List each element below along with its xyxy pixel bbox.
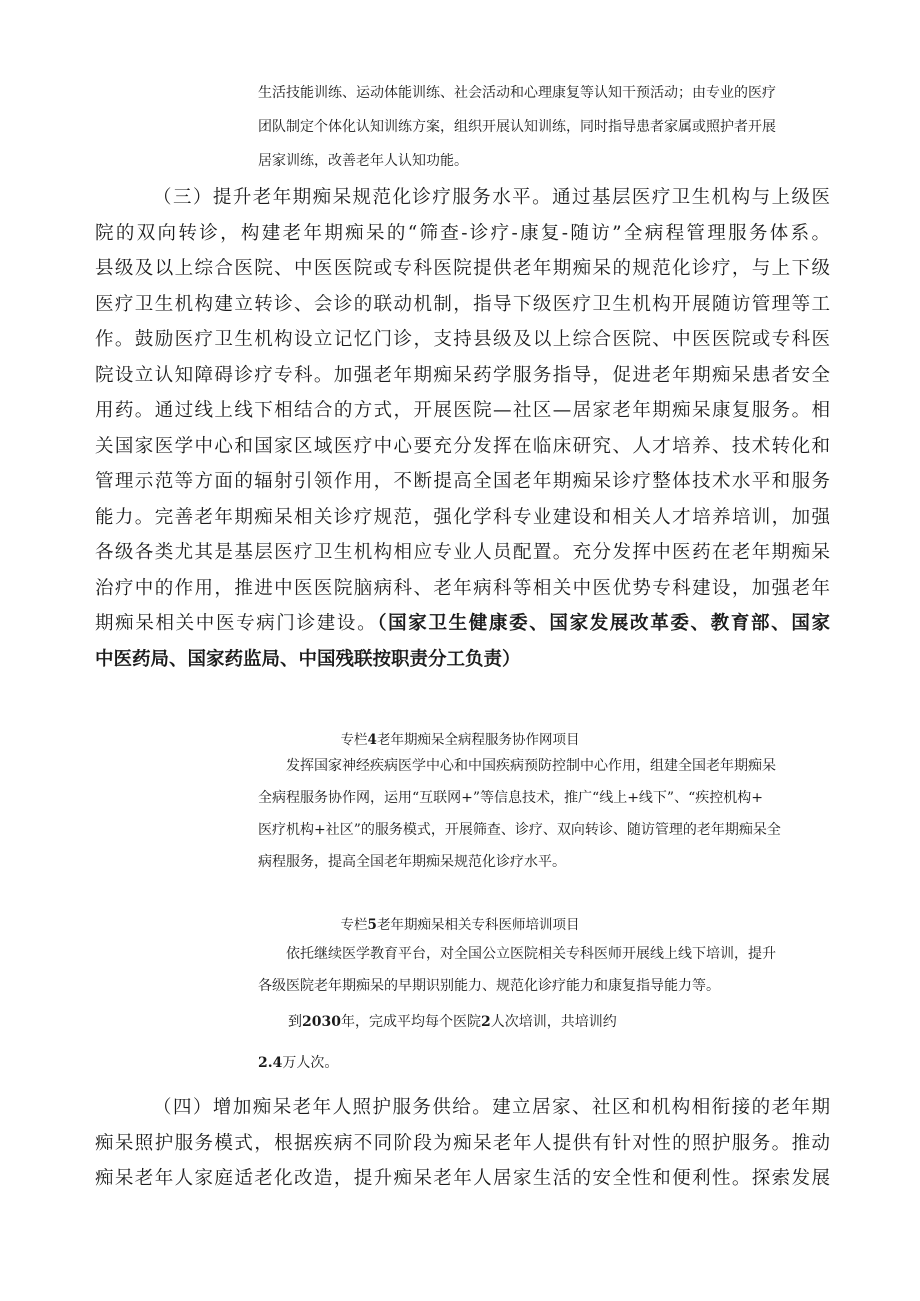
intro-line: 居家训练，改善老年人认知功能。: [258, 153, 468, 169]
intro-line: 团队制定个体化认知训练方案，组织开展认知训练，同时指导患者家属或照护者开展: [258, 119, 776, 135]
column-text: 年，完成平均每个医院: [340, 1014, 481, 1030]
para-line: 痴呆照护服务模式，根据疾病不同阶段为痴呆老年人提供有针对性的照护服务。推动: [95, 1132, 830, 1154]
column-4-title: [0, 730, 920, 750]
responsibility-note: 中医药局、国家药监局、中国残联按职责分工负责）: [95, 648, 521, 670]
column-title-prefix: 专栏: [340, 917, 368, 933]
column-text: 人次培训，共培训约: [490, 1014, 617, 1030]
para-line: 各级各类尤其是基层医疗卫生机构相应专业人员配置。充分发挥中医药在老年期痴呆: [95, 542, 830, 563]
intro-box-text: [258, 76, 848, 178]
column-title-number: 4: [367, 732, 377, 748]
para-line: 痴呆老年人家庭适老化改造，提升痴呆老年人居家生活的安全性和便利性。探索发展: [95, 1168, 830, 1189]
column-line: 各级医院老年期痴呆的早期识别能力、规范化诊疗能力和康复指导能力等。: [258, 978, 720, 994]
column-line: 全病程服务协作网，运用“互联网+”等信息技术，推广“线上+线下”、“疾控机构+: [258, 790, 763, 806]
training-count: 2: [480, 1014, 491, 1030]
column-5-body: [258, 938, 776, 1080]
column-line: 医疗机构+社区”的服务模式，开展筛查、诊疗、双向转诊、随访管理的老年期痴呆全: [258, 822, 781, 838]
column-title-text: 老年期痴呆相关专科医师培训项目: [376, 917, 580, 933]
para-line: 医疗卫生机构建立转诊、会诊的联动机制，指导下级医疗卫生机构开展随访管理等工: [95, 293, 830, 315]
column-line: 依托继续医学教育平台，对全国公立医院相关专科医师开展线上线下培训，提升: [286, 946, 776, 962]
section-3-paragraph: [95, 180, 830, 677]
para-line: 县级及以上综合医院、中医医院或专科医院提供老年期痴呆的规范化诊疗，与上下级: [95, 258, 830, 279]
column-5-title: [0, 915, 920, 935]
para-text: 期痴呆相关中医专病门诊建设。: [95, 613, 378, 634]
para-line: 作。鼓励医疗卫生机构设立记忆门诊，支持县级及以上综合医院、中医医院或专科医: [95, 329, 830, 350]
column-line: 发挥国家神经疾病医学中心和中国疾病预防控制中心作用，组建全国老年期痴呆: [286, 758, 776, 774]
para-line: （三）提升老年期痴呆规范化诊疗服务水平。通过基层医疗卫生机构与上级医: [153, 187, 830, 208]
para-line: 管理示范等方面的辐射引领作用，不断提高全国老年期痴呆诊疗整体技术水平和服务: [95, 471, 830, 492]
responsibility-note: （国家卫生健康委、国家发展改革委、教育部、国家: [377, 613, 830, 634]
column-line: 病程服务，提高全国老年期痴呆规范化诊疗水平。: [258, 854, 566, 870]
para-line: 治疗中的作用，推进中医医院脑病科、老年病科等相关中医优势专科建设，加强老年: [95, 577, 830, 599]
intro-line: 生活技能训练、运动体能训练、社会活动和心理康复等认知干预活动；由专业的医疗: [258, 85, 776, 101]
training-total: 2.4: [258, 1055, 283, 1071]
para-line: （四）增加痴呆老年人照护服务供给。建立居家、社区和机构相衔接的老年期: [153, 1097, 830, 1118]
para-line-mixed: [95, 606, 830, 642]
column-4-body: [258, 750, 781, 878]
column-line: [258, 1002, 776, 1042]
column-title-prefix: 专栏: [340, 732, 368, 748]
column-title-text: 老年期痴呆全病程服务协作网项目: [376, 732, 580, 748]
para-line: 能力。完善老年期痴呆相关诊疗规范，强化学科专业建设和相关人才培养培训，加强: [95, 506, 830, 528]
column-text: 到: [288, 1014, 302, 1030]
column-text: 万人次。: [282, 1055, 339, 1071]
column-title-number: 5: [367, 917, 377, 933]
para-line: 院的双向转诊，构建老年期痴呆的“筛查-诊疗-康复-随访”全病程管理服务体系。: [95, 222, 830, 244]
column-line: [258, 1046, 776, 1080]
section-4-paragraph: [95, 1090, 830, 1197]
para-line: 院设立认知障碍诊疗专科。加强老年期痴呆药学服务指导，促进老年期痴呆患者安全: [95, 364, 830, 386]
para-line: 用药。通过线上线下相结合的方式，开展医院—社区—居家老年期痴呆康复服务。相: [95, 400, 830, 421]
para-line: 关国家医学中心和国家区域医疗中心要充分发挥在临床研究、人才培养、技术转化和: [95, 435, 830, 457]
target-year: 2030: [302, 1014, 341, 1030]
